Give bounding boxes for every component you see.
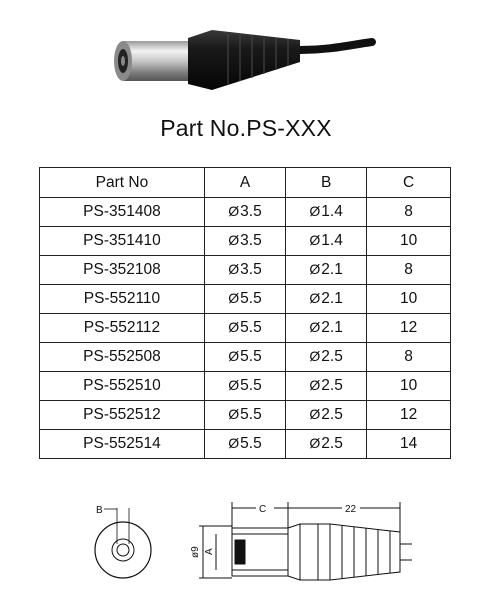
- cell-c: 8: [367, 198, 451, 227]
- diameter-symbol: Ø: [309, 406, 321, 422]
- cell-c: 14: [367, 430, 451, 459]
- cell-b: [286, 314, 367, 343]
- cell-a-value: 5.5: [240, 290, 262, 307]
- cell-a-value: 5.5: [240, 406, 262, 423]
- cell-b-value: 2.5: [321, 377, 343, 394]
- cell-b-value: 1.4: [321, 203, 343, 220]
- cell-a: [204, 430, 285, 459]
- cell-a: [204, 343, 285, 372]
- spec-table: [39, 167, 451, 459]
- cell-part-no: PS-351408: [40, 198, 205, 227]
- cell-c: 10: [367, 227, 451, 256]
- diameter-symbol: Ø: [228, 435, 240, 451]
- table-row: [40, 227, 451, 256]
- cell-a-value: 3.5: [240, 203, 262, 220]
- table-header-row: [40, 168, 451, 198]
- cell-b: [286, 227, 367, 256]
- label-b: B: [96, 505, 103, 516]
- cell-a: [204, 401, 285, 430]
- cell-a-value: 5.5: [240, 435, 262, 452]
- cell-b-value: 1.4: [321, 232, 343, 249]
- diameter-symbol: Ø: [228, 261, 240, 277]
- table-row: [40, 256, 451, 285]
- cell-a: [204, 372, 285, 401]
- cell-c: 12: [367, 401, 451, 430]
- cell-a-value: 3.5: [240, 232, 262, 249]
- header-a: A: [204, 168, 285, 198]
- cell-b-value: 2.5: [321, 406, 343, 423]
- end-view: [95, 505, 151, 578]
- table-row: [40, 343, 451, 372]
- diameter-symbol: Ø: [228, 203, 240, 219]
- table-row: [40, 372, 451, 401]
- cell-a: [204, 256, 285, 285]
- label-length: 22: [345, 504, 357, 515]
- table-row: [40, 401, 451, 430]
- cell-part-no: PS-352108: [40, 256, 205, 285]
- header-c: C: [367, 168, 451, 198]
- cell-c: 8: [367, 343, 451, 372]
- dimension-drawing: [0, 488, 492, 601]
- cell-part-no: PS-552112: [40, 314, 205, 343]
- cell-a: [204, 227, 285, 256]
- diameter-symbol: Ø: [228, 319, 240, 335]
- cell-c: 12: [367, 314, 451, 343]
- diameter-symbol: Ø: [228, 348, 240, 364]
- cell-a: [204, 285, 285, 314]
- label-dia: ø9: [190, 546, 201, 558]
- diameter-symbol: Ø: [309, 348, 321, 364]
- cell-c: 10: [367, 285, 451, 314]
- diameter-symbol: Ø: [309, 261, 321, 277]
- cell-b: [286, 256, 367, 285]
- cell-c: 8: [367, 256, 451, 285]
- diameter-symbol: Ø: [309, 232, 321, 248]
- cell-b: [286, 343, 367, 372]
- diameter-symbol: Ø: [228, 377, 240, 393]
- cell-b-value: 2.1: [321, 319, 343, 336]
- diameter-symbol: Ø: [309, 377, 321, 393]
- cell-part-no: PS-552512: [40, 401, 205, 430]
- cell-part-no: PS-552110: [40, 285, 205, 314]
- header-b: B: [286, 168, 367, 198]
- cell-b-value: 2.1: [321, 290, 343, 307]
- diameter-symbol: Ø: [309, 435, 321, 451]
- diameter-symbol: Ø: [309, 319, 321, 335]
- label-a: A: [204, 548, 215, 555]
- cell-a: [204, 314, 285, 343]
- cell-a-value: 5.5: [240, 348, 262, 365]
- cell-part-no: PS-552514: [40, 430, 205, 459]
- table-row: [40, 314, 451, 343]
- cell-b-value: 2.1: [321, 261, 343, 278]
- cell-b: [286, 430, 367, 459]
- cell-a-value: 3.5: [240, 261, 262, 278]
- table-row: [40, 285, 451, 314]
- cell-part-no: PS-552508: [40, 343, 205, 372]
- cell-part-no: PS-351410: [40, 227, 205, 256]
- part-title: Part No.PS-XXX: [160, 115, 332, 141]
- cell-a-value: 5.5: [240, 319, 262, 336]
- cell-a: [204, 198, 285, 227]
- diameter-symbol: Ø: [309, 290, 321, 306]
- header-part-no: Part No: [40, 168, 205, 198]
- cell-b-value: 2.5: [321, 435, 343, 452]
- cell-b: [286, 372, 367, 401]
- diameter-symbol: Ø: [228, 406, 240, 422]
- diameter-symbol: Ø: [309, 203, 321, 219]
- cell-b: [286, 285, 367, 314]
- cell-part-no: PS-552510: [40, 372, 205, 401]
- table-row: [40, 198, 451, 227]
- cell-a-value: 5.5: [240, 377, 262, 394]
- table-row: [40, 430, 451, 459]
- side-view: [199, 502, 412, 580]
- cell-b: [286, 198, 367, 227]
- diameter-symbol: Ø: [228, 232, 240, 248]
- cell-c: 10: [367, 372, 451, 401]
- cell-b: [286, 401, 367, 430]
- label-c: C: [259, 504, 267, 515]
- diameter-symbol: Ø: [228, 290, 240, 306]
- dc-plug-photo: [0, 0, 492, 110]
- table-body: [40, 198, 451, 459]
- cell-b-value: 2.5: [321, 348, 343, 365]
